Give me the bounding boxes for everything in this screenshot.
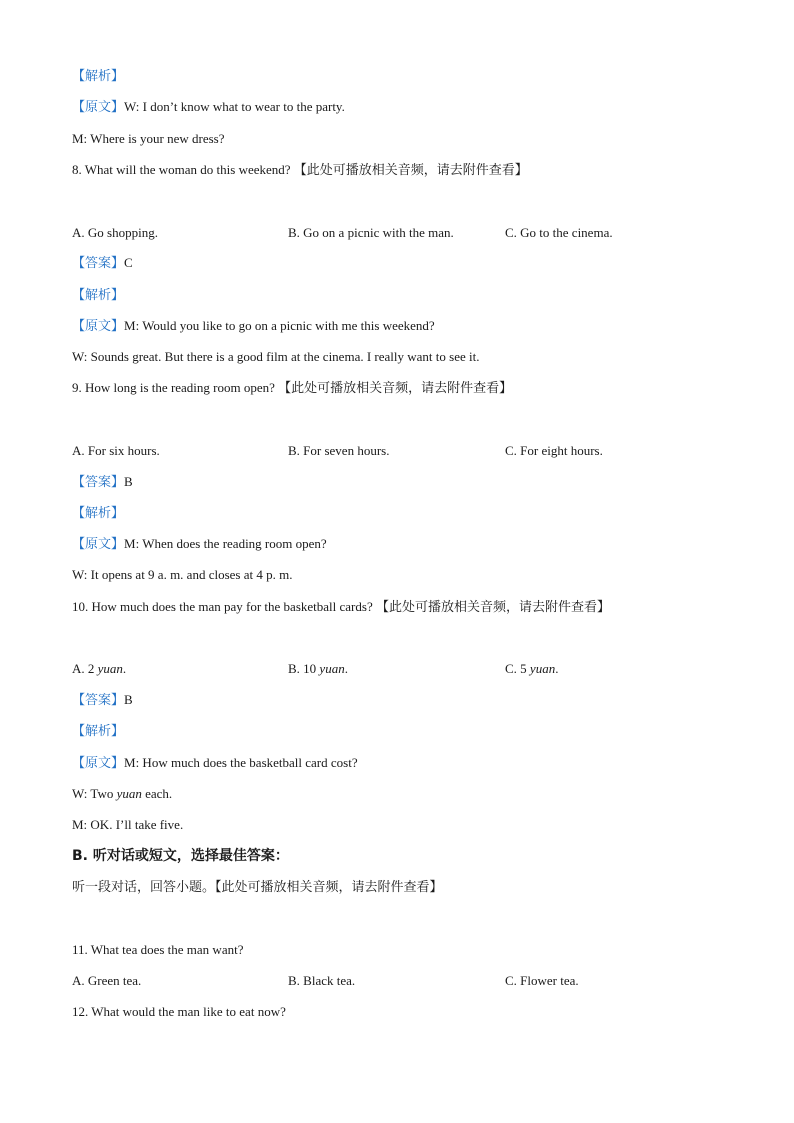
section-b-intro: 听一段对话，回答小题。【此处可播放相关音频，请去附件查看】 <box>72 880 443 895</box>
original-text-10-line2: W: Two yuan each. <box>72 786 173 801</box>
audio-note[interactable]: 【此处可播放相关音频，请去附件查看】 <box>278 381 513 396</box>
original-text-8-line2: W: Sounds great. But there is a good film at the cinema. I really want to see it. <box>72 349 480 364</box>
option-11a[interactable]: A. Green tea. <box>72 973 142 988</box>
analysis-label-8: 【解析】 <box>72 288 125 303</box>
section-b-heading: B. 听对话或短文，选择最佳答案： <box>72 848 289 864</box>
option-9b[interactable]: B. For seven hours. <box>288 443 390 458</box>
question-9: 9. How long is the reading room open? 【此处可播放相关音频，请去附件查看】 <box>72 380 513 396</box>
original-text-10-line1: 【原文】M: How much does the basketball card cost? <box>72 755 358 771</box>
question-12: 12. What would the man like to eat now? <box>72 1004 286 1019</box>
original-text-9-line1: 【原文】M: When does the reading room open? <box>72 536 327 552</box>
option-9a[interactable]: A. For six hours. <box>72 443 160 458</box>
original-text-10-line3: M: OK. I’ll take five. <box>72 817 184 832</box>
answer-8: 【答案】C <box>72 255 133 271</box>
option-10c[interactable]: C. 5 yuan. <box>505 661 559 676</box>
option-10a[interactable]: A. 2 yuan. <box>72 661 127 676</box>
option-11c[interactable]: C. Flower tea. <box>505 973 579 988</box>
audio-note[interactable]: 【此处可播放相关音频，请去附件查看】 <box>293 163 528 178</box>
answer-10: 【答案】B <box>72 692 133 708</box>
question-8: 8. What will the woman do this weekend? 【此处可播放相关音频，请去附件查看】 <box>72 162 528 178</box>
original-text-8-line1: 【原文】M: Would you like to go on a picnic with me this weekend? <box>72 318 435 334</box>
original-text-9-line2: W: It opens at 9 a. m. and closes at 4 p. m. <box>72 567 293 582</box>
answer-9: 【答案】B <box>72 474 133 490</box>
analysis-label-10: 【解析】 <box>72 724 125 739</box>
option-8c[interactable]: C. Go to the cinema. <box>505 225 613 240</box>
option-8a[interactable]: A. Go shopping. <box>72 225 158 240</box>
option-10b[interactable]: B. 10 yuan. <box>288 661 348 676</box>
analysis-label-9: 【解析】 <box>72 506 125 521</box>
analysis-label-7: 【解析】 <box>72 69 125 84</box>
question-11: 11. What tea does the man want? <box>72 942 244 957</box>
option-8b[interactable]: B. Go on a picnic with the man. <box>288 225 454 240</box>
question-10: 10. How much does the man pay for the basketball cards? 【此处可播放相关音频，请去附件查看】 <box>72 599 610 615</box>
original-text-7-line2: M: Where is your new dress? <box>72 131 225 146</box>
original-text-7-line1: 【原文】W: I don’t know what to wear to the party. <box>72 99 345 115</box>
audio-note[interactable]: 【此处可播放相关音频，请去附件查看】 <box>375 600 610 615</box>
option-9c[interactable]: C. For eight hours. <box>505 443 603 458</box>
option-11b[interactable]: B. Black tea. <box>288 973 356 988</box>
